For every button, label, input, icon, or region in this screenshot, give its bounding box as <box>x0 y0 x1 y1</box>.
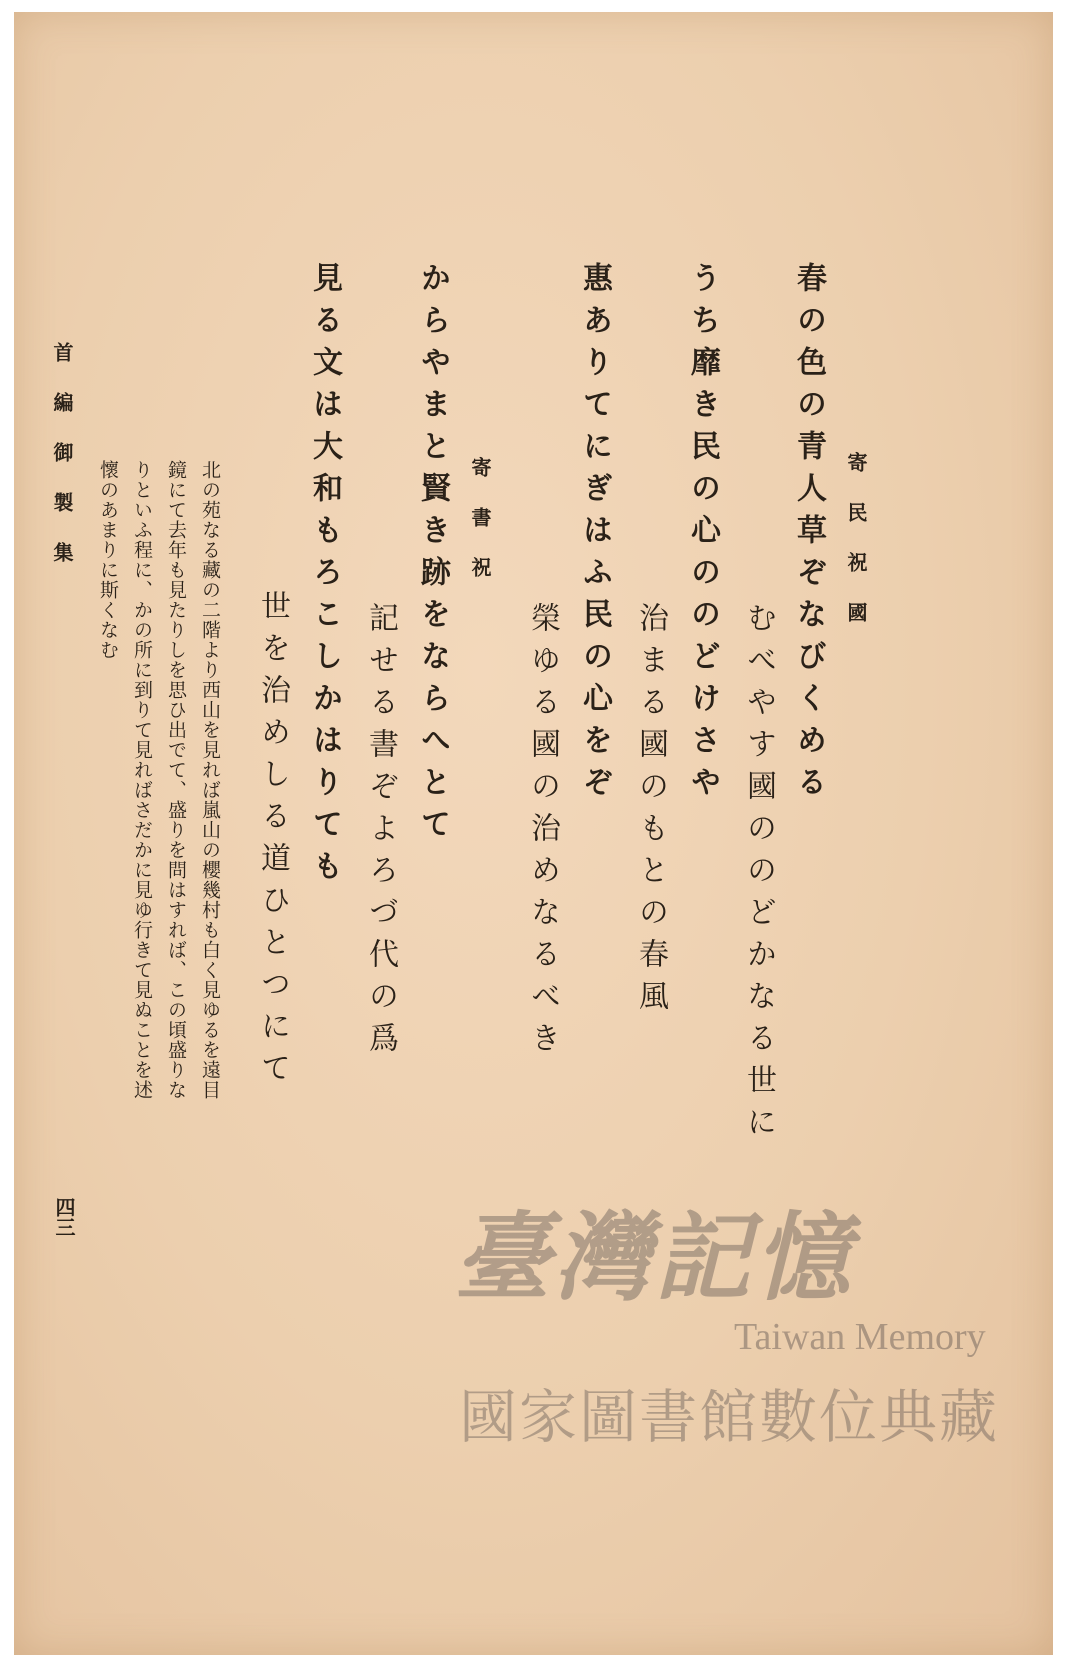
poem-line: 春の色の青人草ぞなびくめる <box>791 262 826 808</box>
prose-note-line: 北の苑なる藏の二階より西山を見れば嵐山の櫻幾村も白く見ゆるを遠目 <box>199 460 221 1100</box>
poem-line: 見る文は大和もろこしかはりても <box>307 262 342 892</box>
page-number: 四三 <box>52 1197 76 1237</box>
book-page <box>14 12 1053 1655</box>
poem-line: 世を治めしる道ひとつにて <box>255 590 290 1094</box>
prose-note-line: 懷のあまりに斯くなむ <box>97 460 119 660</box>
prose-note-line: りといふ程に、かの所に到りて見ればさだかに見ゆ行きて見ぬことを述 <box>131 460 153 1100</box>
watermark-english: Taiwan Memory <box>734 1316 986 1358</box>
watermark-logo: 臺灣記憶 <box>454 1201 854 1314</box>
poem-title-sho-shuku: 寄書祝 <box>468 457 492 607</box>
poem-line: 惠ありてにぎはふ民の心をぞ <box>577 262 612 808</box>
poem-line: 榮ゆる國の治めなるべき <box>525 602 560 1064</box>
watermark-library: 國家圖書館數位典藏 <box>459 1383 1000 1451</box>
prose-note-line: 鏡にて去年も見たりしを思ひ出でて、盛りを問はすれば、この頃盛りな <box>165 460 187 1100</box>
book-side-title: 首編御製集 <box>50 342 74 592</box>
poem-line: からやまと賢き跡をならへとて <box>415 262 450 850</box>
poem-line: 記せる書ぞよろづ代の爲 <box>363 602 398 1064</box>
poem-line: むべやす國ののどかなる世に <box>741 602 776 1148</box>
poem-line: うち靡き民の心ののどけさや <box>685 262 720 808</box>
poem-title-min-shukoku: 寄民祝國 <box>844 452 868 652</box>
poem-line: 治まる國のもとの春風 <box>633 602 668 1022</box>
